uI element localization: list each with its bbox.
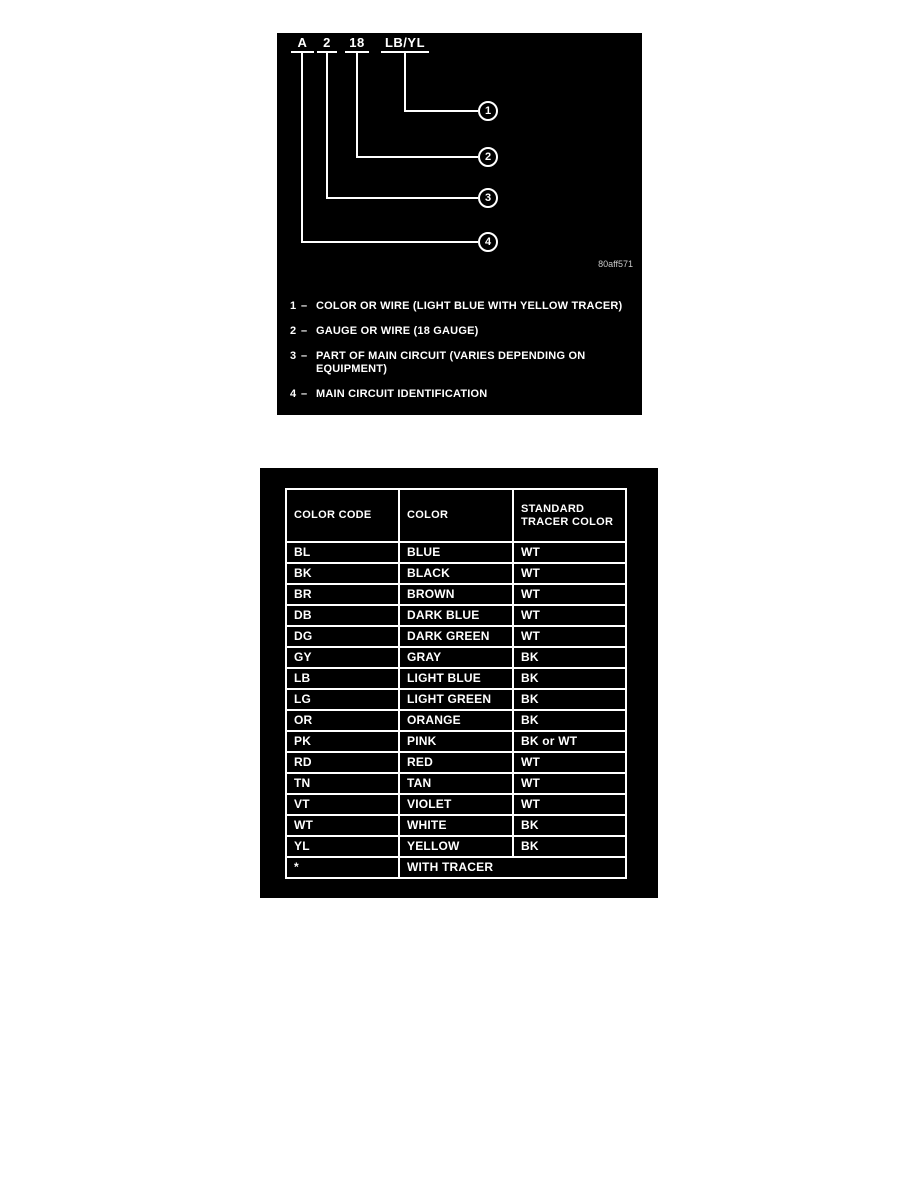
wire-code-figure-panel [277, 33, 642, 415]
tracer-cell: WT [513, 752, 626, 773]
tracer-cell: WT [513, 542, 626, 563]
color-code-cell: DG [286, 626, 399, 647]
color-code-table-panel [260, 468, 658, 898]
color-cell: BLUE [399, 542, 513, 563]
tracer-cell: WT [513, 773, 626, 794]
legend-item-separator: – [301, 300, 308, 312]
legend-item-text: PART OF MAIN CIRCUIT (VARIES DEPENDING ON EQUIPMENT) [316, 350, 586, 375]
callout-line-vertical-3 [326, 53, 328, 199]
callout-line-horizontal-3 [326, 197, 478, 199]
callout-line-vertical-2 [356, 53, 358, 158]
color-code-cell: PK [286, 731, 399, 752]
table-row [286, 668, 626, 689]
table-row [286, 689, 626, 710]
legend-item-text: GAUGE OR WIRE (18 GAUGE) [316, 325, 479, 337]
column-header-color: COLOR [399, 489, 513, 542]
column-header-tracer: STANDARD TRACER COLOR [513, 489, 626, 542]
color-code-cell: OR [286, 710, 399, 731]
table-row-with-tracer [286, 857, 626, 878]
color-code-cell: BR [286, 584, 399, 605]
color-cell: BROWN [399, 584, 513, 605]
color-cell: DARK GREEN [399, 626, 513, 647]
tracer-cell: WT [513, 563, 626, 584]
legend-item-separator: – [301, 350, 308, 362]
color-cell: GRAY [399, 647, 513, 668]
color-code-cell: DB [286, 605, 399, 626]
figure-id-label: 80aff571 [598, 259, 633, 269]
tracer-cell: BK [513, 647, 626, 668]
table-row [286, 836, 626, 857]
table-header-row [286, 489, 626, 542]
wire-color-table [285, 488, 627, 879]
color-cell: PINK [399, 731, 513, 752]
color-cell: YELLOW [399, 836, 513, 857]
callout-line-horizontal-4 [301, 241, 478, 243]
callout-line-horizontal-1 [404, 110, 478, 112]
color-code-cell: YL [286, 836, 399, 857]
tracer-cell: WT [513, 626, 626, 647]
table-row [286, 647, 626, 668]
code-part-gauge: 18 [345, 35, 369, 53]
legend-item-number: 1 [290, 300, 297, 312]
color-code-cell: GY [286, 647, 399, 668]
table-row [286, 731, 626, 752]
tracer-cell: WT [513, 605, 626, 626]
table-row [286, 584, 626, 605]
tracer-cell: BK [513, 668, 626, 689]
table-row [286, 794, 626, 815]
tracer-cell: BK [513, 689, 626, 710]
legend-item-number: 2 [290, 325, 297, 337]
table-row [286, 710, 626, 731]
legend-item-number: 4 [290, 388, 297, 400]
color-code-cell: BK [286, 563, 399, 584]
table-row [286, 563, 626, 584]
with-tracer-cell: WITH TRACER [399, 857, 626, 878]
color-code-cell: TN [286, 773, 399, 794]
table-row [286, 626, 626, 647]
legend-item-separator: – [301, 388, 308, 400]
legend-item-number: 3 [290, 350, 297, 362]
callout-circle-1: 1 [478, 101, 498, 121]
tracer-cell: WT [513, 794, 626, 815]
tracer-cell: BK or WT [513, 731, 626, 752]
callout-line-vertical-1 [404, 53, 406, 112]
tracer-cell: BK [513, 815, 626, 836]
table-row [286, 605, 626, 626]
color-code-cell: RD [286, 752, 399, 773]
legend-item-text: COLOR OR WIRE (LIGHT BLUE WITH YELLOW TRACER) [316, 300, 623, 312]
color-code-cell: VT [286, 794, 399, 815]
callout-circle-3: 3 [478, 188, 498, 208]
color-code-cell: BL [286, 542, 399, 563]
callout-circle-4: 4 [478, 232, 498, 252]
tracer-cell: WT [513, 584, 626, 605]
color-cell: RED [399, 752, 513, 773]
callout-line-vertical-4 [301, 53, 303, 242]
code-part-circuit-part: 2 [317, 35, 337, 53]
callout-legend [290, 300, 630, 413]
code-part-main-circuit: A [291, 35, 314, 53]
color-cell: BLACK [399, 563, 513, 584]
table-row [286, 752, 626, 773]
color-cell: TAN [399, 773, 513, 794]
legend-item-3 [290, 350, 630, 376]
tracer-cell: BK [513, 836, 626, 857]
color-cell: DARK BLUE [399, 605, 513, 626]
color-cell: LIGHT BLUE [399, 668, 513, 689]
legend-item-text: MAIN CIRCUIT IDENTIFICATION [316, 388, 488, 400]
color-cell: VIOLET [399, 794, 513, 815]
tracer-cell: BK [513, 710, 626, 731]
color-code-cell: WT [286, 815, 399, 836]
legend-item-separator: – [301, 325, 308, 337]
color-code-cell: LB [286, 668, 399, 689]
legend-item-2 [290, 325, 630, 338]
table-row [286, 773, 626, 794]
legend-item-1 [290, 300, 630, 313]
color-code-cell: LG [286, 689, 399, 710]
code-part-color: LB/YL [381, 35, 429, 53]
legend-item-4 [290, 388, 630, 401]
callout-circle-2: 2 [478, 147, 498, 167]
callout-line-horizontal-2 [356, 156, 478, 158]
table-row [286, 542, 626, 563]
color-cell: WHITE [399, 815, 513, 836]
table-row [286, 815, 626, 836]
column-header-color-code: COLOR CODE [286, 489, 399, 542]
color-cell: ORANGE [399, 710, 513, 731]
color-cell: LIGHT GREEN [399, 689, 513, 710]
color-code-cell: * [286, 857, 399, 878]
